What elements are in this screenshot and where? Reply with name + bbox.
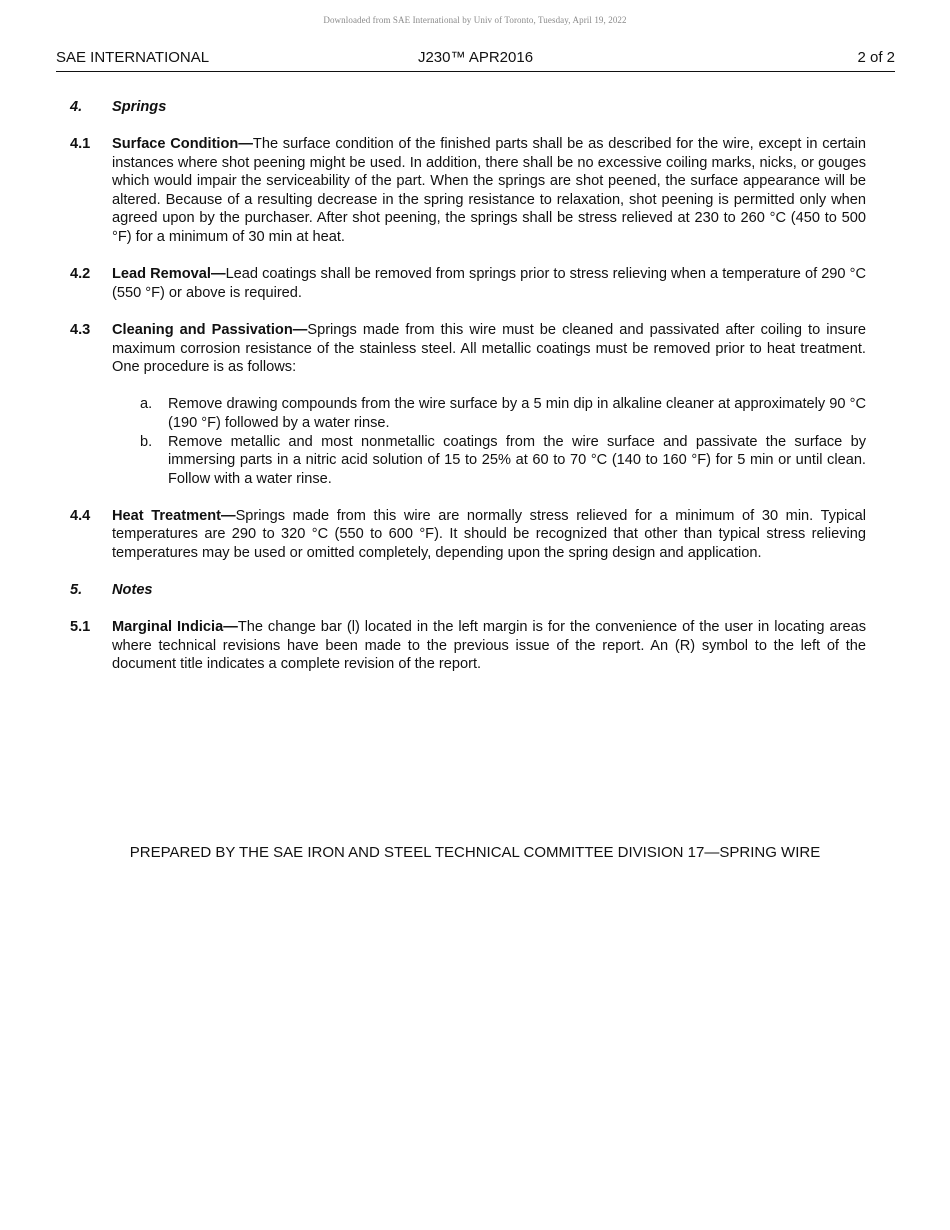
paragraph-lead: Marginal Indicia— [112, 619, 238, 636]
paragraph-text: Springs made from this wire must be cleaned and passivated after coiling to insure maximum corrosion resistance of the stainless steel. All metallic coatings must be removed prior to heat treatment. One procedure is as follows: [112, 321, 866, 376]
header-document-id: J230™ APR2016 [417, 49, 534, 66]
paragraph-number: 5.1 [70, 619, 91, 636]
paragraph-body [112, 507, 866, 563]
paragraph-4-4 [70, 507, 866, 563]
paragraph-lead: Surface Condition— [112, 136, 253, 152]
procedure-list [70, 395, 866, 488]
paragraph-4-1 [70, 135, 866, 247]
paragraph-4-3 [70, 321, 866, 377]
paragraph-text: Lead coatings shall be removed from springs prior to stress relieving when a temperature of 290 °C (550 °F) or above is required. [112, 266, 866, 301]
paragraph-4-2 [70, 265, 866, 302]
list-item [140, 433, 866, 489]
paragraph-text: The change bar (l) located in the left margin is for the convenience of the user in locating areas where technical revisions have been made to the previous issue of the report. An (R) symbol to the left of the document title indicates a complete revision of the report. [112, 619, 866, 673]
document-body [70, 98, 866, 693]
paragraph-lead: Heat Treatment— [112, 507, 236, 524]
paragraph-5-1 [70, 618, 866, 674]
section-title: Springs [112, 99, 167, 115]
paragraph-body [112, 321, 866, 377]
header-organization: SAE INTERNATIONAL [56, 49, 210, 66]
paragraph-text: The surface condition of the finished parts shall be as described for the wire, except in certain instances where shot peening might be used. In addition, there shall be no excessive coiling marks, nicks, or gouges which would impair the serviceability of the part. When the springs are shot peened, the surface appearance will be altered. Because of a resulting decrease in the spring resistance to relaxation, shot peening is permitted only when agreed upon by the purchaser. After shot peening, the springs shall be stress relieved at 230 to 260 °C (450 to 500 °F) for a minimum of 30 min at heat. [112, 136, 867, 245]
section-heading-notes [70, 581, 866, 600]
page-header [56, 49, 895, 72]
list-item-text: Remove metallic and most nonmetallic coatings from the wire surface and passivate the surface by immersing parts in a nitric acid solution of 15 to 25% at 60 to 70 °C (140 to 160 °F) for 5 min or until clean. Follow with a water rinse. [168, 433, 866, 487]
paragraph-text: Springs made from this wire are normally stress relieved for a minimum of 30 min. Typical temperatures are 290 to 320 °C (550 to 600 °F). It should be recognized that other than typical stress relieving temperatures may be used or omitted completely, depending upon the spring design and application. [112, 507, 866, 562]
paragraph-lead: Lead Removal— [112, 266, 226, 283]
paragraph-number: 4.1 [70, 136, 91, 152]
paragraph-number: 4.4 [70, 507, 91, 524]
paragraph-body [112, 135, 866, 247]
section-number: 4. [70, 99, 83, 115]
paragraph-number: 4.2 [70, 266, 91, 283]
section-title: Notes [112, 582, 153, 599]
download-notice: Downloaded from SAE International by Univ of Toronto, Tuesday, April 19, 2022 [323, 15, 627, 25]
list-item-text: Remove drawing compounds from the wire surface by a 5 min dip in alkaline cleaner at approximately 90 °C (190 °F) followed by a water rinse. [168, 396, 866, 431]
prepared-by-footer: PREPARED BY THE SAE IRON AND STEEL TECHNICAL COMMITTEE DIVISION 17—SPRING WIRE [129, 844, 821, 861]
list-marker: a. [140, 396, 153, 413]
section-number: 5. [70, 582, 83, 599]
list-item [140, 395, 866, 432]
header-page-number: 2 of 2 [857, 49, 895, 66]
paragraph-lead: Cleaning and Passivation— [112, 321, 308, 338]
paragraph-body [112, 618, 866, 674]
list-marker: b. [140, 433, 153, 450]
section-heading-springs [70, 98, 866, 117]
paragraph-body [112, 265, 866, 302]
paragraph-number: 4.3 [70, 321, 91, 338]
